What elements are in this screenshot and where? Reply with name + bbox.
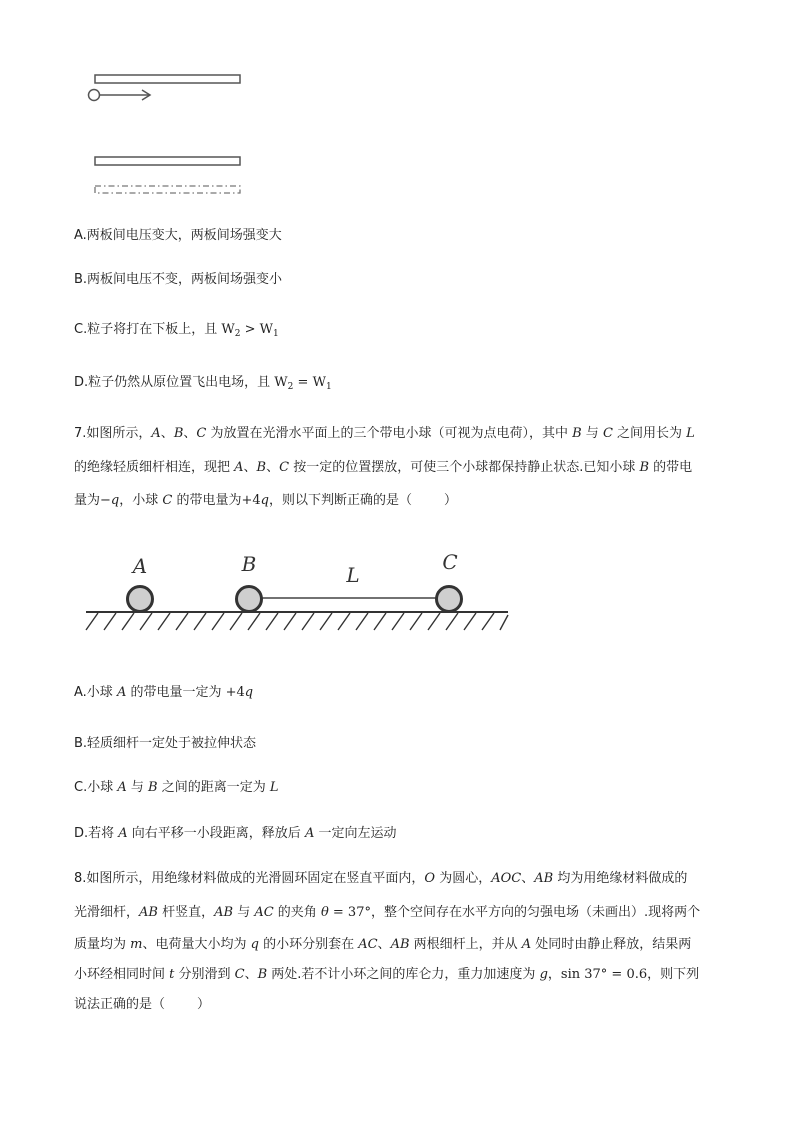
q8-stem-line2: 光滑细杆，AB 杆竖直，AB 与 AC 的夹角 θ = 37°，整个空间存在水平方向的匀强电场（未画出）.现将两个 (74, 905, 701, 920)
label-b: B (241, 552, 257, 576)
q8-stem-line1: 8.如图所示，用绝缘材料做成的光滑圆环固定在竖直平面内，O 为圆心，AOC、AB 均为用绝缘材料做成的 (74, 871, 688, 886)
ball-a (128, 587, 153, 612)
q6-option-a: A.两板间电压变大，两板间场强变大 (74, 228, 282, 243)
three-balls-figure (78, 543, 514, 635)
q7-option-c: C.小球 A 与 B 之间的距离一定为 L (74, 780, 279, 795)
q6-option-b: B.两板间电压不变，两板间场强变小 (74, 272, 283, 287)
lower-plate (95, 157, 240, 165)
q7-option-a: A.小球 A 的带电量一定为 +4q (74, 685, 254, 700)
q8-stem-line4: 小环经相同时间 t 分别滑到 C、B 两处.若不计小环之间的库仑力，重力加速度为 g，sin 37° = 0.6，则下列 (74, 967, 700, 982)
q7-stem-line3: 量为−q，小球 C 的带电量为+4q，则以下判断正确的是（ ） (74, 493, 458, 508)
q7-option-d: D.若将 A 向右平移一小段距离，释放后 A 一定向左运动 (74, 826, 397, 841)
q7-stem-line2: 的绝缘轻质细杆相连，现把 A、B、C 按一定的位置摆放，可使三个小球都保持静止状态.已知小球 B 的带电 (74, 460, 693, 475)
upper-plate (95, 75, 240, 83)
q7-stem-line1: 7.如图所示，A、B、C 为放置在光滑水平面上的三个带电小球（可视为点电荷），其中 B 与 C 之间用长为 L (74, 426, 695, 441)
particle (89, 90, 100, 101)
q8-stem-line5: 说法正确的是（ ） (74, 997, 211, 1012)
label-a: A (132, 554, 148, 578)
ball-b (237, 587, 262, 612)
moved-lower-plate-dashed (95, 186, 240, 193)
capacitor-figure (80, 66, 260, 201)
q7-option-b: B.轻质细杆一定处于被拉伸状态 (74, 736, 257, 751)
ball-c (437, 587, 462, 612)
q8-stem-line3: 质量均为 m、电荷量大小均为 q 的小环分别套在 AC、AB 两根细杆上，并从 A 处同时由静止释放，结果两 (74, 937, 692, 952)
label-l: L (346, 563, 360, 587)
floor-hatching (86, 613, 508, 630)
q6-option-c: C.粒子将打在下板上，且 $W_2 > W_1$ (74, 322, 279, 339)
label-c: C (442, 550, 458, 574)
q6-option-d: D.粒子仍然从原位置飞出电场，且 $W_2 = W_1$ (74, 375, 332, 392)
